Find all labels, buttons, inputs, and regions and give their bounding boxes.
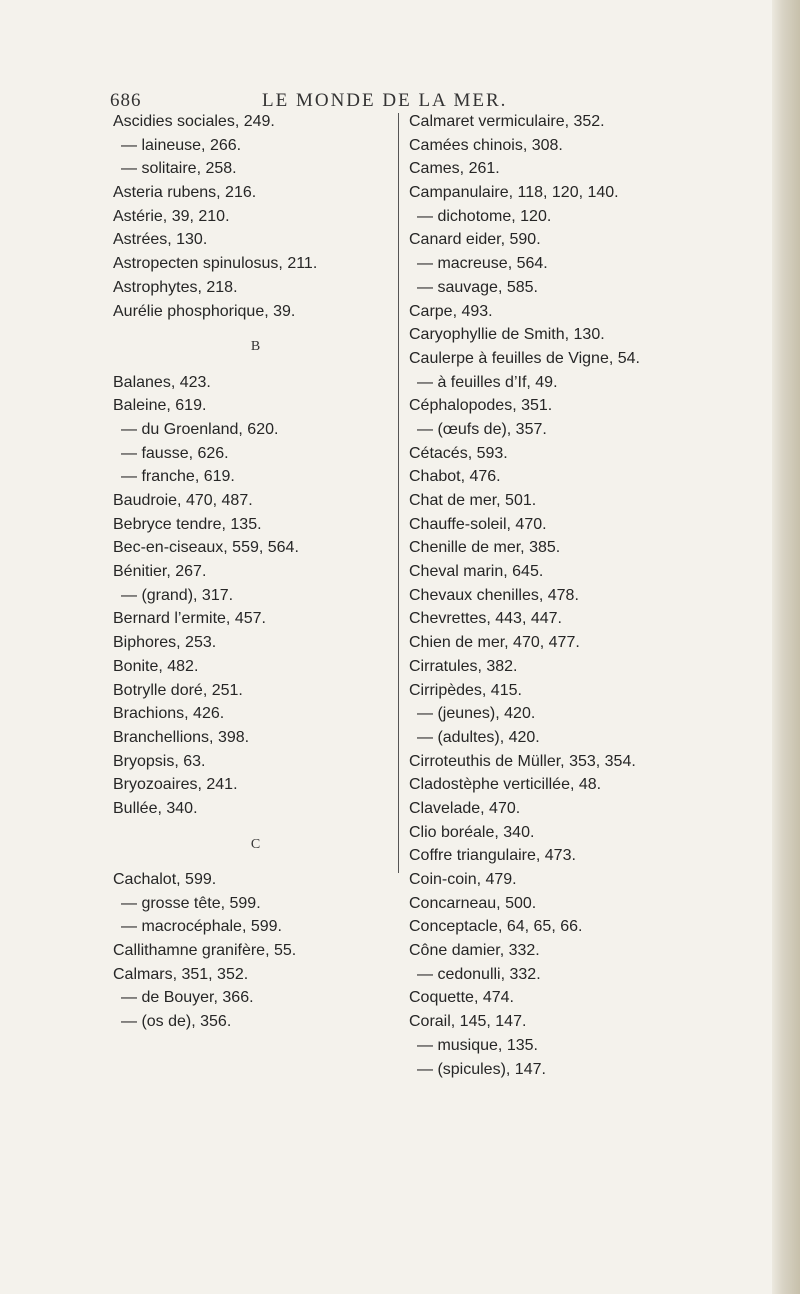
index-entry: Baleine, 619.	[113, 397, 207, 415]
index-subentry: — macreuse, 564.	[417, 255, 548, 273]
index-entry: Chien de mer, 470, 477.	[409, 634, 580, 652]
section-letter: B	[250, 339, 261, 355]
index-entry: Céphalopodes, 351.	[409, 397, 553, 415]
index-subentry: — (jeunes), 420.	[417, 705, 536, 723]
index-entry: Astérie, 39, 210.	[113, 207, 230, 225]
index-subentry: — laineuse, 266.	[121, 136, 242, 154]
index-subentry: — (œufs de), 357.	[417, 420, 547, 438]
index-entry: Chauffe-soleil, 470.	[409, 515, 547, 533]
index-entry: Canard eider, 590.	[409, 231, 541, 249]
index-subentry: — sauvage, 585.	[417, 278, 538, 296]
index-subentry: — (spicules), 147.	[417, 1060, 546, 1078]
page-number: 686	[110, 90, 142, 111]
index-entry: Coin-coin, 479.	[409, 871, 517, 888]
column-divider	[398, 113, 399, 873]
index-entry: Carpe, 493.	[409, 302, 493, 320]
index-entry: Branchellions, 398.	[113, 728, 250, 746]
index-entry: Asteria rubens, 216.	[113, 184, 257, 202]
index-entry: Bullée, 340.	[113, 799, 198, 817]
index-subentry: — de Bouyer, 366.	[121, 989, 254, 1007]
index-entry: Bryozoaires, 241.	[113, 776, 238, 794]
index-entry: Bénitier, 267.	[113, 563, 207, 581]
index-entry: Camées chinois, 308.	[409, 136, 563, 154]
index-entry: Cétacés, 593.	[409, 444, 508, 462]
index-entry: Astrophytes, 218.	[113, 278, 238, 296]
index-entry: Calmaret vermiculaire, 352.	[409, 113, 605, 130]
index-entry: Cames, 261.	[409, 160, 500, 178]
index-entry: Biphores, 253.	[113, 634, 217, 652]
index-subentry: — solitaire, 258.	[121, 160, 237, 178]
index-subentry: — grosse tête, 599.	[121, 894, 261, 912]
index-entry: Balanes, 423.	[113, 373, 211, 391]
index-entry: Clavelade, 470.	[409, 799, 521, 817]
index-column-left	[113, 110, 398, 1034]
index-entry: Bonite, 482.	[113, 657, 199, 675]
index-entry: Conceptacle, 64, 65, 66.	[409, 918, 583, 936]
index-entry: Cône damier, 332.	[409, 942, 540, 960]
index-subentry: — fausse, 626.	[121, 444, 229, 462]
index-entry: Corail, 145, 147.	[409, 1013, 527, 1031]
index-entry: Chenille de mer, 385.	[409, 539, 561, 557]
index-subentry: — franche, 619.	[121, 468, 235, 486]
index-entry: Cladostèphe verticillée, 48.	[409, 776, 602, 794]
index-entry: Cheval marin, 645.	[409, 563, 544, 581]
index-entry: Chevaux chenilles, 478.	[409, 586, 579, 604]
index-entry: Bernard l’ermite, 457.	[113, 610, 266, 628]
index-entry: Caulerpe à feuilles de Vigne, 54.	[409, 349, 640, 367]
index-entry: Campanulaire, 118, 120, 140.	[409, 184, 619, 202]
index-entry: Clio boréale, 340.	[409, 823, 535, 841]
index-entry: Cirripèdes, 415.	[409, 681, 522, 699]
index-entry: Astrées, 130.	[113, 231, 208, 249]
index-entry: Chabot, 476.	[409, 468, 501, 486]
index-entry: Cirratules, 382.	[409, 657, 518, 675]
index-subentry: — du Groenland, 620.	[121, 420, 279, 438]
index-entry: Chevrettes, 443, 447.	[409, 610, 562, 628]
index-entry: Bryopsis, 63.	[113, 752, 206, 770]
index-subentry: — (os de), 356.	[121, 1013, 232, 1031]
index-entry: Cachalot, 599.	[113, 871, 217, 889]
index-subentry: — musique, 135.	[417, 1036, 538, 1054]
index-subentry: — dichotome, 120.	[417, 207, 552, 225]
index-entry: Callithamne granifère, 55.	[113, 942, 297, 960]
index-subentry: — (adultes), 420.	[417, 728, 540, 746]
index-entry: Concarneau, 500.	[409, 894, 537, 912]
index-entry: Ascidies sociales, 249.	[113, 113, 275, 130]
index-entry: Baudroie, 470, 487.	[113, 492, 253, 510]
index-column-right	[409, 110, 789, 1081]
index-subentry: — cedonulli, 332.	[417, 965, 541, 983]
section-letter: C	[250, 836, 261, 852]
index-entry: Calmars, 351, 352.	[113, 965, 249, 983]
index-entry: Caryophyllie de Smith, 130.	[409, 326, 605, 344]
running-title: LE MONDE DE LA MER.	[262, 90, 508, 111]
index-entry: Bec-en-ciseaux, 559, 564.	[113, 539, 299, 557]
index-subentry: — (grand), 317.	[121, 586, 234, 604]
index-entry: Bebryce tendre, 135.	[113, 515, 262, 533]
index-entry: Botrylle doré, 251.	[113, 681, 243, 699]
index-entry: Chat de mer, 501.	[409, 492, 537, 509]
index-entry: Coffre triangulaire, 473.	[409, 847, 576, 865]
index-subentry: — à feuilles d’If, 49.	[417, 373, 558, 391]
index-entry: Cirroteuthis de Müller, 353, 354.	[409, 752, 636, 770]
index-entry: Coquette, 474.	[409, 989, 514, 1007]
index-subentry: — macrocéphale, 599.	[121, 918, 282, 936]
index-entry: Aurélie phosphorique, 39.	[113, 302, 296, 320]
index-entry: Astropecten spinulosus, 211.	[113, 255, 318, 273]
index-entry: Brachions, 426.	[113, 705, 225, 723]
